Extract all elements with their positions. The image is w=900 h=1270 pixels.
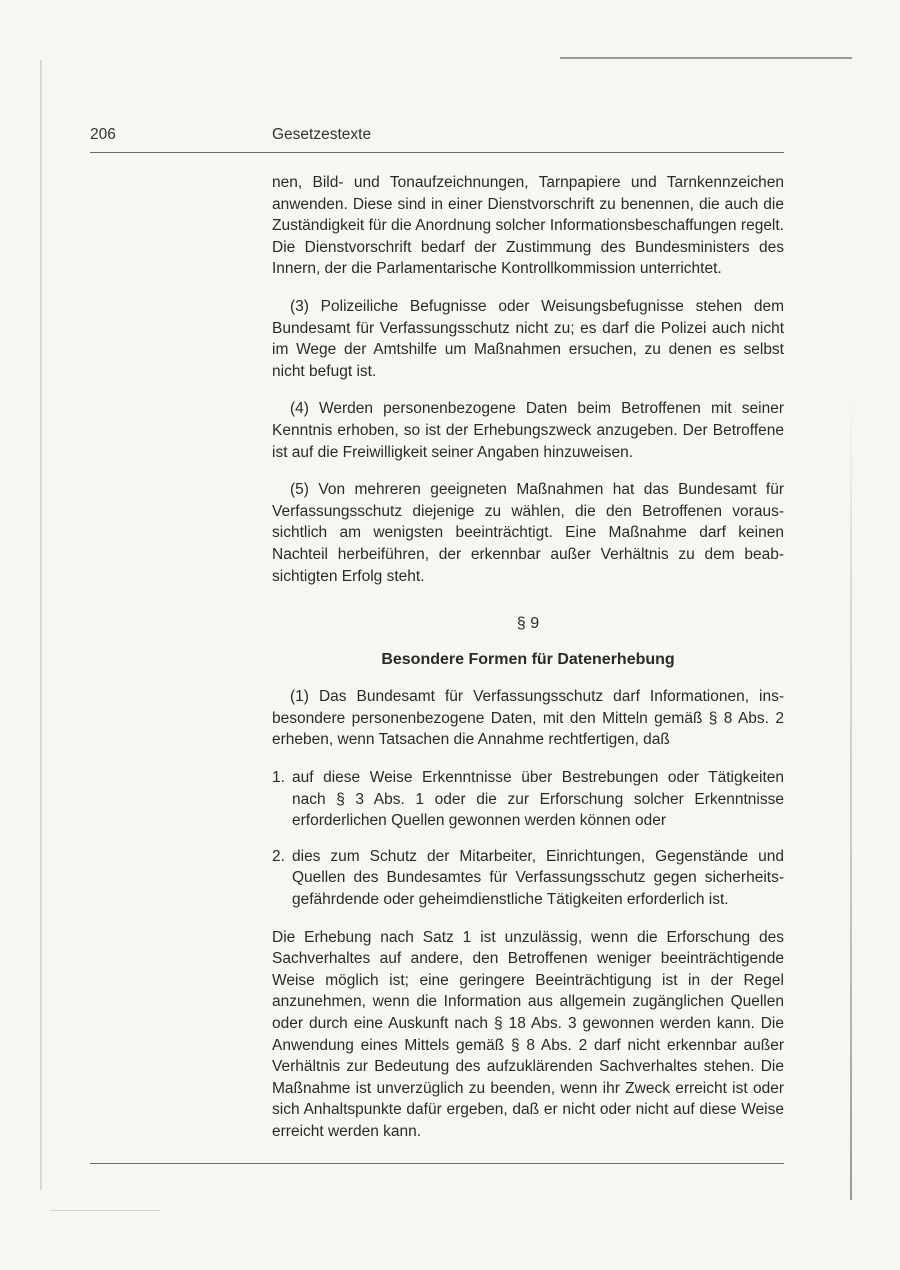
section-9-paragraph-2: Die Erhebung nach Satz 1 ist unzulässig, wenn die Erforschung des Sachverhaltes auf andere, den Betroffenen weniger beeinträchtigende Weise möglich ist; eine geringere Beeinträchtigung ist in der Regel anzunehmen, wenn die Information aus allgemein zugänglichen Quellen oder durch eine Auskunft nach § 18 Abs. 3 gewonnen werden kann. Die Anwendung eines Mittels gemäß § 8 Abs. 2 darf nicht erkennbar außer Verhältnis zur Bedeutung des aufzuklärenden Sachverhaltes stehen. Die Maßnahme ist unverzüglich zu beenden, wenn ihr Zweck erreicht ist oder sich Anhaltspunkte dafür ergeben, daß er nicht oder nicht auf diese Weise erreicht werden kann.	[272, 928, 784, 1140]
page-header	[90, 124, 784, 153]
list-item-number: 1.	[272, 769, 285, 787]
list-item	[272, 846, 784, 911]
page-content	[272, 172, 784, 1159]
paragraph-3: (3) Polizeiliche Befugnisse oder Weisungsbefugnisse stehen dem Bundesamt für Verfassungsschutz nicht zu; es darf die Polizei auch nicht im Wege der Amtshilfe um Maßnahmen ersuchen, zu denen es selbst nicht befugt ist.	[272, 297, 784, 380]
scan-edge-bottom	[50, 1210, 160, 1211]
page-number: 206	[90, 126, 116, 143]
paragraph-5: (5) Von mehreren geeigneten Maßnahmen hat das Bundesamt für Verfassungsschutz diejenige zu wählen, die den Betroffenen voraussichtlich am wenigsten beeinträchtigt. Eine Maßnahme darf keinen Nachteil herbeiführen, der erkennbar außer Verhältnis zu dem beabsichtigten Erfolg steht.	[272, 481, 784, 585]
running-title: Gesetzestexte	[272, 126, 372, 143]
scan-edge-right	[850, 400, 852, 1200]
list-item-text: auf diese Weise Erkenntnisse über Bestrebungen oder Tätigkeiten nach § 3 Abs. 1 oder die zur Erforschung solcher Erkenntnisse erforderlichen Quellen gewonnen werden können oder	[292, 769, 784, 830]
section-mark: § 9	[516, 615, 540, 633]
list-item-number: 2.	[272, 847, 285, 865]
scan-edge-left	[40, 60, 42, 1190]
scan-edge-top	[560, 57, 852, 59]
list-item-text: dies zum Schutz der Mitarbeiter, Einrichtungen, Gegenstände und Quellen des Bundesamtes für Verfassungsschutz gegen sicherheitsgefährdende oder geheimdienstliche Tätigkeiten erforderlich ist.	[292, 847, 784, 909]
paragraph-4: (4) Werden personenbezogene Daten beim Betroffenen mit seiner Kenntnis erhoben, so ist der Erhebungszweck anzugeben. Der Betroffene ist auf die Freiwilligkeit seiner Angaben hinzuweisen.	[272, 400, 784, 461]
numbered-list	[272, 767, 784, 911]
section-9-paragraph-1: (1) Das Bundesamt für Verfassungsschutz darf Informationen, insbesondere personenbezogene Daten, mit den Mitteln gemäß § 8 Abs. 2 erheben, wenn Tatsachen die Annahme rechtfertigen, daß	[272, 688, 784, 749]
footer-rule	[90, 1163, 784, 1164]
section-title: Besondere Formen für Datenerhebung	[381, 650, 675, 668]
list-item	[272, 767, 784, 832]
paragraph-intro: nen, Bild- und Tonaufzeichnungen, Tarnpapiere und Tarnkennzeichen anwenden. Diese sind in einer Dienstvorschrift zu benennen, die auch die Zuständigkeit für die Anordnung solcher Informationsbeschaffungen regelt. Die Dienstvorschrift bedarf der Zustimmung des Bundesministers des Innern, der die Parlamentarische Kontrollkommission unterrichtet.	[272, 174, 784, 278]
